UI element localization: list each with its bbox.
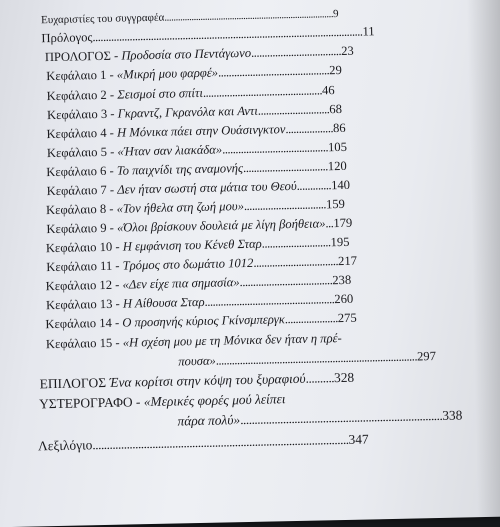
page-number: 338 [442,407,463,423]
page-number: 297 [416,349,437,364]
entry-title: Ο προσηνής κύριος Γκίνσμπεργκ [122,312,285,330]
leader-dots: ................................ [242,159,328,176]
page-number: 23 [340,43,354,58]
leader-dots: ................................................. [204,292,335,309]
entry-label: Κεφάλαιο 11 [46,258,113,275]
leader-dots: ............................... [243,197,327,214]
separator: - [106,125,118,140]
entry-label: Κεφάλαιο 12 [45,277,113,294]
separator: - [106,220,118,235]
page-number: 260 [334,291,354,307]
leader-dots: ........................................ [221,140,329,157]
separator: - [106,67,117,82]
entry-title: «Ήταν σαν λιακάδα» [117,142,223,159]
leader-dots: ................................... [239,273,333,290]
separator: - [106,182,118,197]
leader-dots: ... [325,216,334,231]
page-number: 275 [337,310,357,326]
page-number: 328 [333,369,355,386]
entry-label: Κεφάλαιο 10 [45,239,113,256]
page-number: 120 [327,158,347,174]
page-number: 195 [330,234,350,250]
toc-entry-chapter-1 [46,62,342,84]
separator: - [112,335,123,350]
page-number: 9 [332,8,339,21]
toc-entry-postscript-continued [177,408,462,430]
leader-dots: .......... [305,370,335,386]
separator: - [107,106,118,121]
separator: - [106,144,118,159]
leader-dots: ........................... [257,102,330,118]
entry-title: «Δεν είχε πια σημασία» [122,275,240,292]
entry-title: Δεν ήταν σωστή στα μάτια του Θεού [117,178,297,197]
leader-dots: .......................................................................................... [92,431,349,453]
entry-label: Κεφάλαιο 7 [46,182,107,199]
entry-label: ΥΣΤΕΡΟΓΡΑΦΟ [38,394,133,412]
leader-dots: .................. [285,121,334,137]
entry-title: «Μερικές φορές μού λείπει [143,391,286,410]
leader-dots: ............. [296,178,332,193]
leader-dots: ............................................. [202,83,323,100]
separator: - [112,258,123,273]
page-number: 140 [330,177,351,193]
leader-dots: .......................... [261,235,331,251]
entry-title: πουσα» [178,353,216,369]
leader-dots: .......................................... [217,63,330,80]
toc-entry-epilogue [40,370,355,393]
toc-entry-chapter-8 [46,196,345,218]
separator: - [111,315,123,330]
page-number: 159 [325,196,346,212]
toc-entry-chapter-4 [46,120,345,142]
separator: - [106,87,118,102]
entry-label: Κεφάλαιο 3 [46,106,108,123]
entry-title: Ένα κορίτσι στην κόψη του ξυραφιού [109,370,306,390]
entry-title: Τρόμος στο δωμάτιο 1012 [122,255,254,273]
separator: - [106,163,118,178]
entry-title: «Τον ήθελα στη ζωή μου» [116,199,245,216]
entry-title: Η Αίθουσα Σταρ [122,294,205,311]
entry-label: Κεφάλαιο 1 [46,67,107,84]
entry-title: «Όλοι βρίσκουν δουλειά με λίγη βοήθεια» [116,216,326,235]
page-number: 86 [332,120,346,136]
entry-label: ΕΠΙΛΟΓΟΣ [39,374,107,392]
leader-dots: .................... [284,311,338,327]
page-number: 11 [362,24,375,39]
entry-label: Ευχαριστίες του συγγραφέα [40,11,165,27]
entry-label: Κεφάλαιο 6 [46,163,107,180]
entry-title: «Η σχέση μου με τη Μόνικα δεν ήταν η πρέ- [122,331,342,350]
entry-title: Γκραντζ, Γκρανόλα και Αντι [117,103,258,121]
leader-dots: .................................. [250,43,342,60]
entry-label: Κεφάλαιο 14 [45,315,112,332]
separator: - [106,201,117,216]
entry-label: Λεξιλόγιο [37,437,93,454]
separator: - [110,48,122,63]
entry-label: Κεφάλαιο 4 [46,125,107,142]
entry-label: ΠΡΟΛΟΓΟΣ [44,48,112,65]
toc-entry-chapter-2 [47,82,335,104]
leader-dots: ....................................................................... [239,407,443,428]
leader-dots: ................................ [253,254,339,270]
entry-label: Κεφάλαιο 13 [45,296,113,313]
separator: - [112,296,124,311]
separator: - [132,394,144,410]
entry-title: Η Μόνικα πάει στην Ουάσινγκτον [116,122,286,140]
entry-title: πάρα πολύ» [177,412,241,429]
entry-title: Σεισμοί στο σπίτι [117,85,204,102]
toc-entry-postscript [39,391,286,412]
separator: - [111,277,123,292]
entry-label: Κεφάλαιο 2 [46,87,107,104]
page-number: 68 [329,101,343,117]
page-number: 217 [337,253,358,269]
page-number: 29 [329,62,342,78]
leader-dots: ........................................................................... [164,8,334,24]
page-number: 179 [333,215,353,231]
leader-dots: ............................................................................ [215,349,418,368]
toc-entry-chapter-3 [47,101,342,123]
entry-title: Το παιχνίδι της αναμονής [116,161,244,178]
toc-entry-glossary [38,431,369,454]
page-number: 46 [321,83,335,98]
leader-dots: ...................................................................................................... [92,24,363,45]
toc-entry-chapter-15 [46,330,342,352]
entry-title: Η εμφάνιση του Κένεθ Σταρ [122,236,262,254]
entry-title: Προδοσία στο Πεντάγωνο [121,45,252,63]
toc-entry-chapter-15-continued [178,348,436,369]
entry-label: Πρόλογος [41,30,93,46]
separator: - [112,239,123,254]
entry-label: Κεφάλαιο 9 [46,220,107,237]
page-number: 105 [327,139,348,155]
page-number: 238 [332,272,352,288]
entry-label: Κεφάλαιο 8 [45,201,107,218]
entry-label: Κεφάλαιο 15 [45,335,113,352]
entry-title: «Μικρή μου φαρφέ» [116,65,219,82]
page-number: 347 [348,431,369,447]
entry-label: Κεφάλαιο 5 [46,144,108,161]
toc-entry-chapter-14 [45,310,357,333]
